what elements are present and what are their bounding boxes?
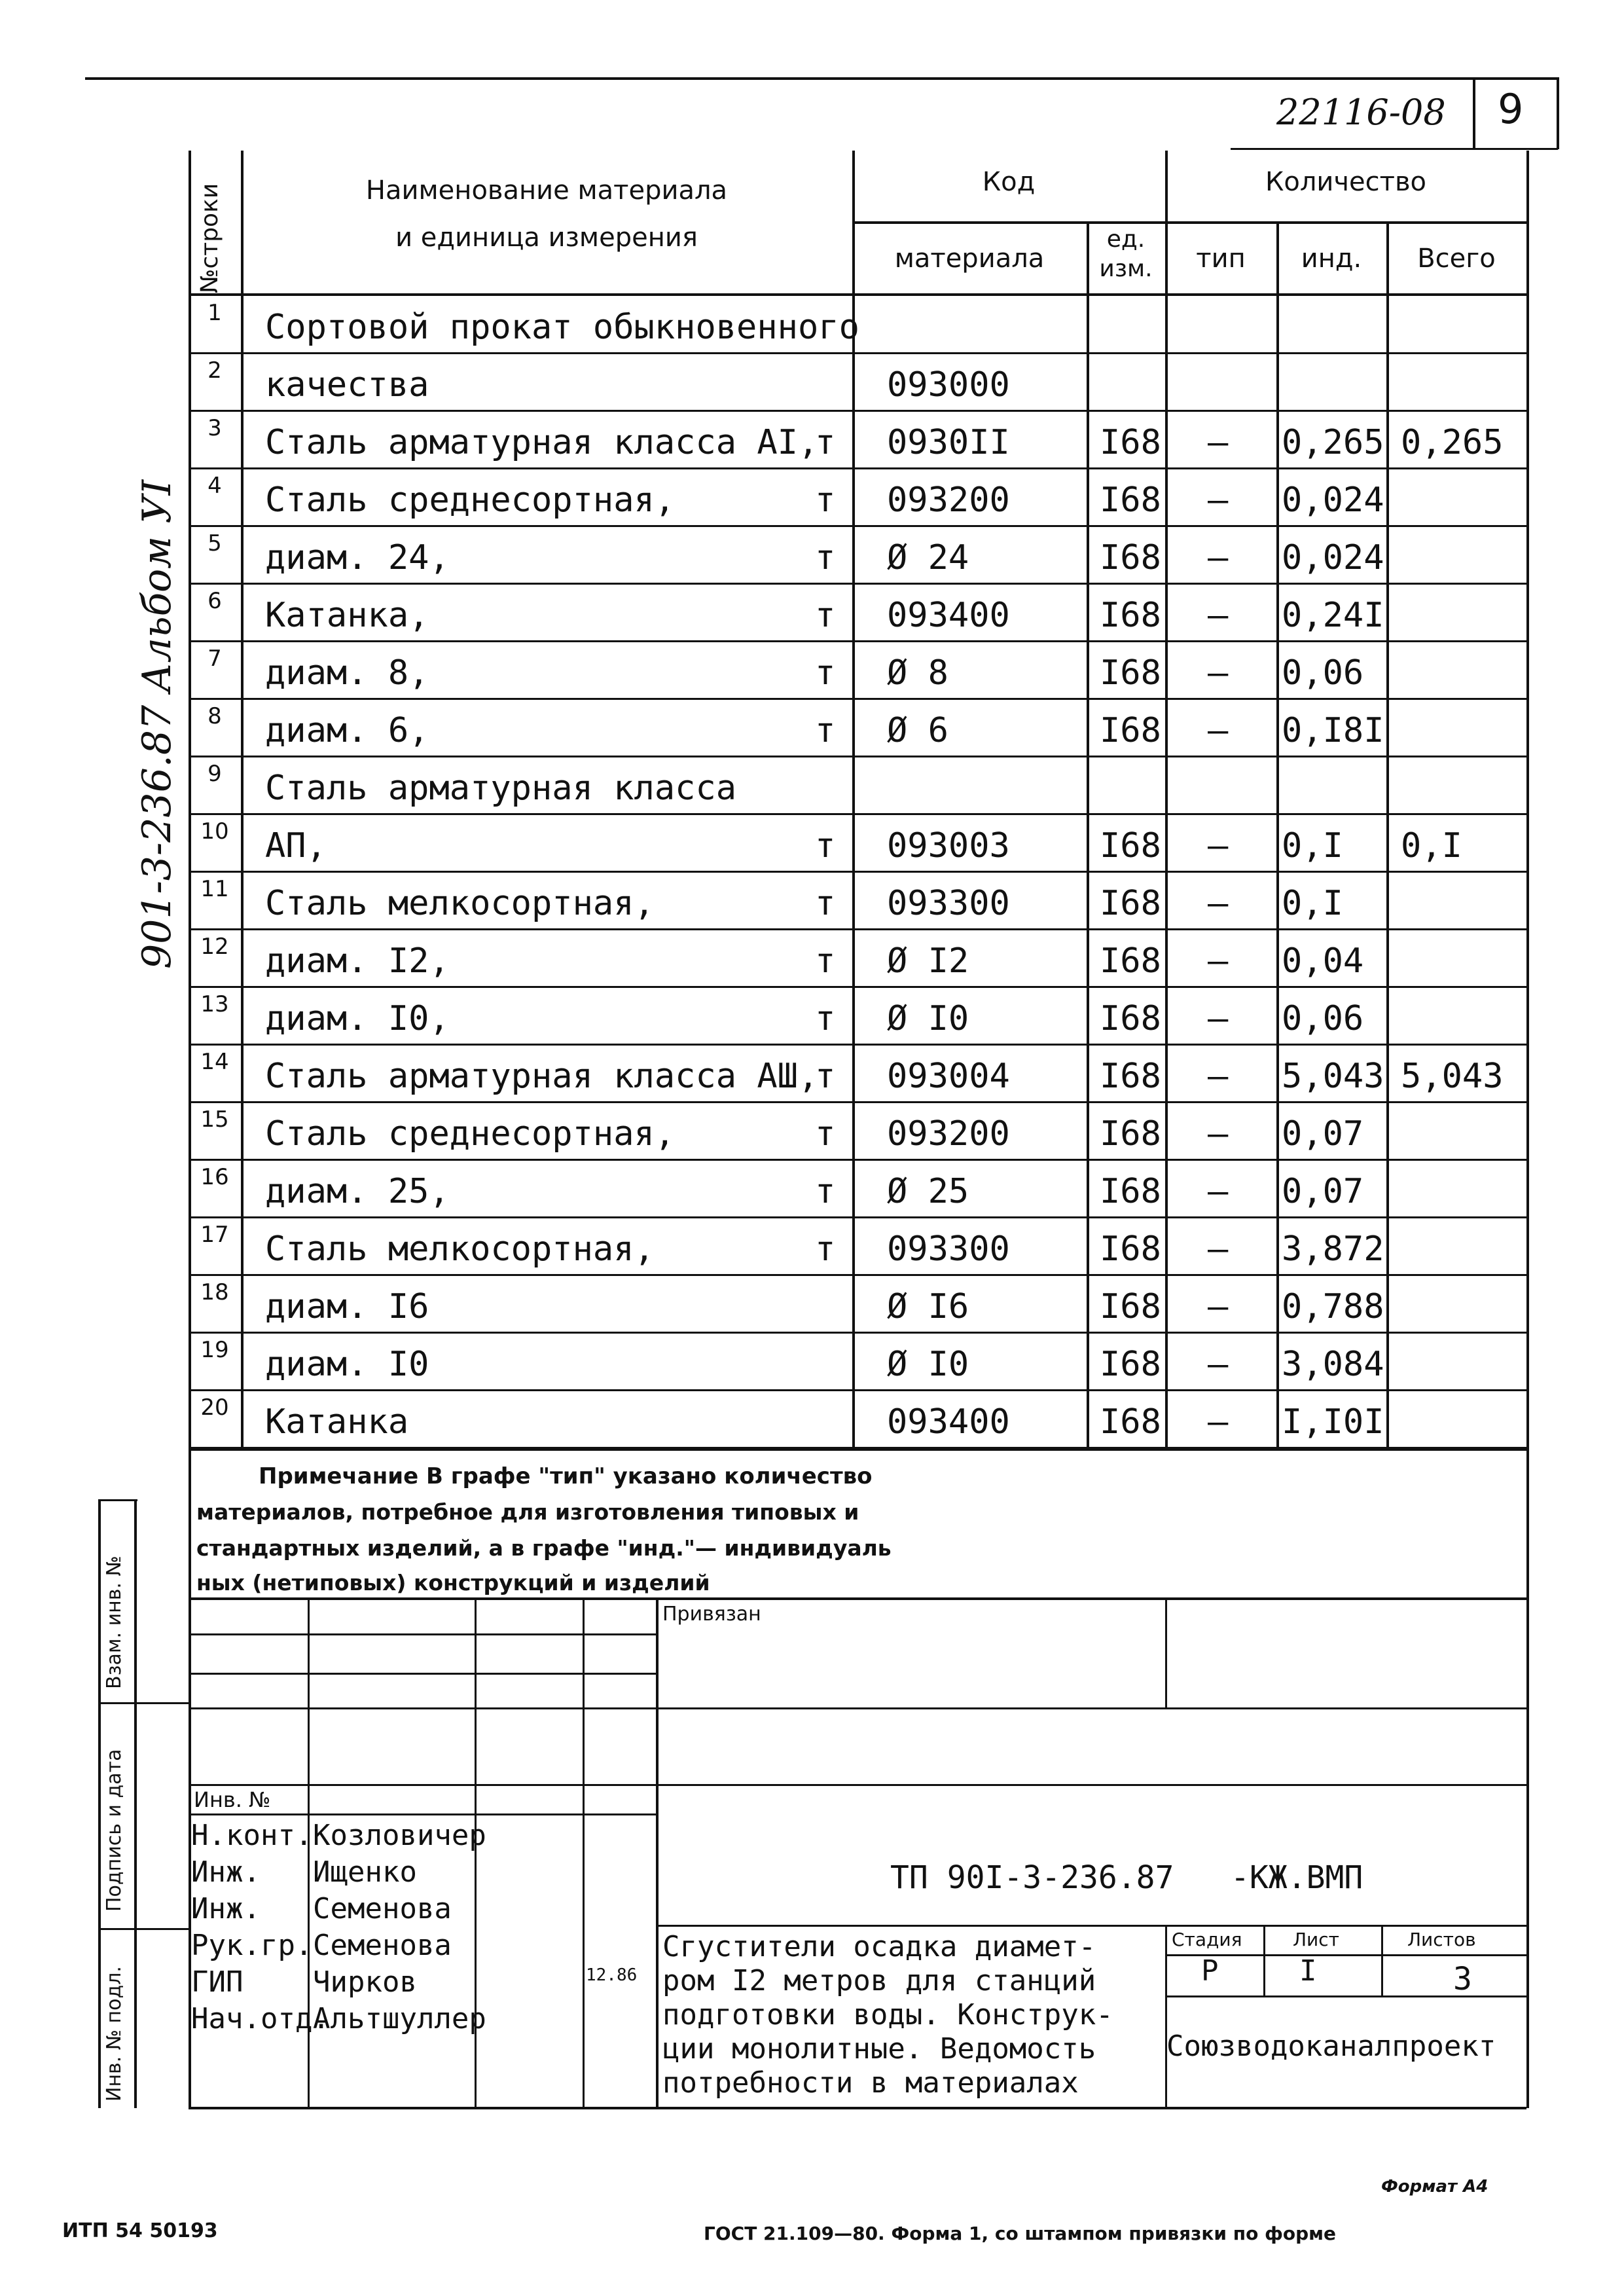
privyazan-label: Привязан xyxy=(662,1603,761,1626)
page-number-divider xyxy=(1473,77,1475,149)
row-type: – xyxy=(1208,1230,1229,1269)
row-uom: I68 xyxy=(1100,826,1161,866)
signer-role: Инж. xyxy=(191,1855,261,1889)
row-separator xyxy=(189,1101,1526,1103)
row-ind: 0,I xyxy=(1282,884,1343,923)
row-type: – xyxy=(1208,999,1229,1038)
stamp-stage-line xyxy=(1165,1954,1526,1956)
row-unit: т xyxy=(815,1057,836,1096)
row-separator xyxy=(189,410,1526,412)
row-ind: 0,06 xyxy=(1282,999,1364,1038)
row-number: 5 xyxy=(208,530,222,556)
stamp-row-b xyxy=(189,1673,656,1675)
signer-role: Н.конт. xyxy=(191,1819,313,1852)
row-uom: I68 xyxy=(1100,711,1161,750)
row-code: Ø I6 xyxy=(887,1287,969,1326)
row-number: 17 xyxy=(200,1222,229,1248)
row-separator xyxy=(189,583,1526,585)
top-right-border xyxy=(1557,77,1559,149)
organization: Союзводоканалпроект xyxy=(1166,2030,1496,2063)
row-code: Ø 8 xyxy=(887,653,948,693)
row-ind: 0,07 xyxy=(1282,1172,1364,1211)
stamp-org-top xyxy=(1165,1995,1526,1997)
table-bottom-line xyxy=(189,1448,1526,1451)
header-unit-1: ед. xyxy=(1106,226,1146,253)
inv-no-label: Инв. № xyxy=(194,1787,271,1812)
stamp-title-top xyxy=(656,1925,1526,1927)
row-code: 093003 xyxy=(887,826,1010,866)
stamp-row-d xyxy=(189,1784,1526,1786)
signer-name: Чирков xyxy=(313,1965,417,1999)
row-name: Сталь мелкосортная, xyxy=(265,884,655,923)
row-unit: т xyxy=(815,1114,836,1154)
row-uom: I68 xyxy=(1100,1057,1161,1096)
stamp-title-line: потребности в материалах xyxy=(662,2066,1079,2100)
row-name: качества xyxy=(265,365,429,405)
row-unit: т xyxy=(815,941,836,981)
row-number: 4 xyxy=(208,473,222,499)
row-code: 093400 xyxy=(887,596,1010,635)
row-total: 0,I xyxy=(1401,826,1462,866)
row-code: 093300 xyxy=(887,1230,1010,1269)
row-name: Катанка, xyxy=(265,596,429,635)
stamp-sheet-col xyxy=(1381,1925,1383,1995)
row-separator xyxy=(189,871,1526,873)
row-type: – xyxy=(1208,596,1229,635)
row-name: Сталь мелкосортная, xyxy=(265,1230,655,1269)
row-code: 0930II xyxy=(887,423,1010,462)
row-separator xyxy=(189,986,1526,988)
stamp-row-a xyxy=(189,1633,656,1635)
row-number: 15 xyxy=(200,1106,229,1133)
stage-label: Стадия xyxy=(1172,1929,1242,1950)
row-number: 14 xyxy=(200,1049,229,1075)
row-uom: I68 xyxy=(1100,423,1161,462)
signer-name: Семенова xyxy=(313,1929,452,1962)
row-number: 13 xyxy=(200,991,229,1017)
page-number: 9 xyxy=(1498,85,1524,133)
row-code: Ø 6 xyxy=(887,711,948,750)
row-unit: т xyxy=(815,1172,836,1211)
stamp-doc-code-suffix: -КЖ.ВМП xyxy=(1231,1859,1363,1896)
row-type: – xyxy=(1208,1114,1229,1154)
row-type: – xyxy=(1208,538,1229,577)
note-line3: стандартных изделий, а в графе "инд."— индивидуаль xyxy=(196,1535,892,1561)
header-total: Всего xyxy=(1417,244,1496,274)
row-uom: I68 xyxy=(1100,1172,1161,1211)
album-side-label: 901-3-236.87 Альбом УI xyxy=(134,479,180,969)
footer-left: ИТП 54 50193 xyxy=(62,2219,218,2242)
row-unit: т xyxy=(815,1230,836,1269)
row-unit: т xyxy=(815,711,836,750)
row-code: 093300 xyxy=(887,884,1010,923)
row-separator xyxy=(189,698,1526,700)
row-name: Катанка xyxy=(265,1402,409,1442)
row-ind: I,I0I xyxy=(1282,1402,1384,1442)
row-uom: I68 xyxy=(1100,1114,1161,1154)
row-separator xyxy=(189,1332,1526,1334)
row-uom: I68 xyxy=(1100,1402,1161,1442)
row-number: 10 xyxy=(200,818,229,845)
header-bottom-line xyxy=(189,293,1526,296)
row-type: – xyxy=(1208,711,1229,750)
row-type: – xyxy=(1208,941,1229,981)
row-name: Сортовой прокат обыкновенного xyxy=(265,308,859,347)
header-quantity: Количество xyxy=(1265,167,1426,197)
row-total: 0,265 xyxy=(1401,423,1504,462)
stamp-bottom xyxy=(189,2107,1526,2109)
row-number: 6 xyxy=(208,588,222,614)
header-rownum: №строки xyxy=(196,183,223,293)
header-name-line2: и единица измерения xyxy=(395,223,698,253)
header-code: Код xyxy=(982,167,1036,197)
row-ind: 0,04 xyxy=(1282,941,1364,981)
header-name-line1: Наименование материала xyxy=(365,175,728,206)
stamp-row-c xyxy=(189,1707,1526,1709)
stamp-side-top xyxy=(98,1499,137,1501)
row-code: Ø I2 xyxy=(887,941,969,981)
row-ind: 0,024 xyxy=(1282,538,1384,577)
sheet-label: Лист xyxy=(1293,1929,1339,1950)
col-unit-line xyxy=(1087,223,1089,1450)
row-uom: I68 xyxy=(1100,941,1161,981)
row-code: Ø 24 xyxy=(887,538,969,577)
row-unit: т xyxy=(815,423,836,462)
row-separator xyxy=(189,928,1526,930)
stamp-row-e xyxy=(189,1813,656,1815)
row-code: 093000 xyxy=(887,365,1010,405)
col-ind-line xyxy=(1276,223,1279,1450)
row-ind: 0,I8I xyxy=(1282,711,1384,750)
col-rownum-line xyxy=(241,151,244,1450)
row-total: 5,043 xyxy=(1401,1057,1504,1096)
col-total-line xyxy=(1386,223,1389,1450)
row-number: 3 xyxy=(208,415,222,441)
row-unit: т xyxy=(815,653,836,693)
sheets-label: Листов xyxy=(1407,1929,1476,1950)
row-name: Сталь среднесортная, xyxy=(265,481,676,520)
stage-value: Р xyxy=(1201,1954,1219,1988)
row-ind: 3,872 xyxy=(1282,1230,1384,1269)
stamp-doc-code: ТП 90I-3-236.87 xyxy=(890,1859,1174,1896)
row-separator xyxy=(189,352,1526,354)
row-name: Сталь арматурная класса АI, xyxy=(265,423,819,462)
row-code: Ø I0 xyxy=(887,999,969,1038)
row-name: диам. 6, xyxy=(265,711,429,750)
stamp-side-vzam: Взам. инв. № xyxy=(103,1556,126,1689)
privyazan-divider xyxy=(1165,1597,1167,1709)
header-unit-2: изм. xyxy=(1099,255,1153,282)
row-unit: т xyxy=(815,884,836,923)
row-number: 8 xyxy=(208,703,222,729)
row-ind: 3,084 xyxy=(1282,1345,1384,1384)
row-number: 18 xyxy=(200,1279,229,1305)
row-type: – xyxy=(1208,1172,1229,1211)
row-ind: 0,024 xyxy=(1282,481,1384,520)
row-uom: I68 xyxy=(1100,1230,1161,1269)
row-unit: т xyxy=(815,999,836,1038)
row-type: – xyxy=(1208,481,1229,520)
row-name: диам. 25, xyxy=(265,1172,450,1211)
note-line1: Примечание В графе "тип" указано количество xyxy=(259,1463,873,1489)
row-type: – xyxy=(1208,1402,1229,1442)
row-type: – xyxy=(1208,653,1229,693)
header-mid-line xyxy=(852,221,1526,224)
row-separator xyxy=(189,1044,1526,1046)
stamp-title-line: подготовки воды. Конструк- xyxy=(662,1998,1113,2032)
row-separator xyxy=(189,1159,1526,1161)
stamp-col4 xyxy=(656,1597,659,2108)
top-border xyxy=(85,77,1558,80)
title-block-bottom xyxy=(1231,148,1558,150)
signer-role: Рук.гр. xyxy=(191,1929,313,1962)
row-code: 093200 xyxy=(887,481,1010,520)
signer-name: Ищенко xyxy=(313,1855,417,1889)
doc-number: 22116-08 xyxy=(1276,92,1446,133)
sheets-value: 3 xyxy=(1453,1961,1472,1997)
stamp-side-podpis: Подпись и дата xyxy=(103,1749,126,1912)
row-ind: 0,24I xyxy=(1282,596,1384,635)
row-code: 093004 xyxy=(887,1057,1010,1096)
row-code: 093200 xyxy=(887,1114,1010,1154)
row-separator xyxy=(189,1274,1526,1276)
row-uom: I68 xyxy=(1100,884,1161,923)
row-name: Сталь арматурная класса АШ, xyxy=(265,1057,819,1096)
row-uom: I68 xyxy=(1100,538,1161,577)
row-name: диам. I0, xyxy=(265,999,450,1038)
row-number: 12 xyxy=(200,934,229,960)
row-separator xyxy=(189,467,1526,469)
row-code: Ø 25 xyxy=(887,1172,969,1211)
row-type: – xyxy=(1208,1057,1229,1096)
row-separator xyxy=(189,813,1526,815)
row-uom: I68 xyxy=(1100,999,1161,1038)
row-separator xyxy=(189,525,1526,527)
row-name: диам. 8, xyxy=(265,653,429,693)
row-unit: т xyxy=(815,538,836,577)
header-code-material: материала xyxy=(894,244,1045,274)
row-number: 9 xyxy=(208,761,222,787)
signer-role: Нач.отд. xyxy=(191,2002,330,2035)
signer-name: Семенова xyxy=(313,1892,452,1925)
row-type: – xyxy=(1208,884,1229,923)
row-name: диам. I2, xyxy=(265,941,450,981)
stamp-top-line xyxy=(189,1597,1526,1600)
row-uom: I68 xyxy=(1100,653,1161,693)
stamp-title-line: ции монолитные. Ведомость xyxy=(662,2032,1096,2066)
row-type: – xyxy=(1208,1287,1229,1326)
footer-right: ГОСТ 21.109—80. Форма 1, со штампом привязки по форме xyxy=(704,2223,1337,2244)
row-separator xyxy=(189,640,1526,642)
signer-name: Альтшуллер xyxy=(313,2002,486,2035)
row-code: Ø I0 xyxy=(887,1345,969,1384)
row-code: 093400 xyxy=(887,1402,1010,1442)
row-unit: т xyxy=(815,481,836,520)
row-name: диам. 24, xyxy=(265,538,450,577)
row-name: Сталь арматурная класса xyxy=(265,769,737,808)
header-type: тип xyxy=(1196,244,1246,274)
signer-name: Козловичер xyxy=(313,1819,486,1852)
row-ind: 0,I xyxy=(1282,826,1343,866)
row-uom: I68 xyxy=(1100,1287,1161,1326)
signer-role: Инж. xyxy=(191,1892,261,1925)
row-name: АП, xyxy=(265,826,327,866)
row-name: диам. I6 xyxy=(265,1287,429,1326)
row-type: – xyxy=(1208,826,1229,866)
sheet-value: I xyxy=(1299,1954,1317,1988)
signer-date: 12.86 xyxy=(586,1965,638,1985)
row-number: 1 xyxy=(208,300,222,326)
header-ind: инд. xyxy=(1301,244,1362,274)
row-ind: 0,265 xyxy=(1282,423,1384,462)
stamp-side-inv: Инв. № подл. xyxy=(103,1966,126,2102)
row-ind: 5,043 xyxy=(1282,1057,1384,1096)
row-number: 7 xyxy=(208,646,222,672)
row-number: 11 xyxy=(200,876,229,902)
col-type-line xyxy=(1165,151,1168,1450)
row-type: – xyxy=(1208,1345,1229,1384)
stamp-stage-col xyxy=(1263,1925,1265,1995)
row-separator xyxy=(189,1389,1526,1391)
stamp-side-div1 xyxy=(98,1702,190,1704)
stamp-side-left xyxy=(98,1499,101,2108)
signer-role: ГИП xyxy=(191,1965,244,1999)
row-number: 16 xyxy=(200,1164,229,1190)
row-number: 19 xyxy=(200,1337,229,1363)
stamp-side-inner xyxy=(134,1499,137,2108)
row-unit: т xyxy=(815,596,836,635)
stamp-title-line: Сгустители осадка диамет- xyxy=(662,1930,1096,1963)
row-separator xyxy=(189,756,1526,757)
row-type: – xyxy=(1208,423,1229,462)
table-right-border xyxy=(1526,151,1529,2108)
row-ind: 0,07 xyxy=(1282,1114,1364,1154)
row-uom: I68 xyxy=(1100,481,1161,520)
note-line4: ных (нетиповых) конструкций и изделий xyxy=(196,1570,710,1595)
row-name: Сталь среднесортная, xyxy=(265,1114,676,1154)
stamp-side-div2 xyxy=(98,1928,190,1930)
row-uom: I68 xyxy=(1100,596,1161,635)
row-unit: т xyxy=(815,826,836,866)
stamp-title-right xyxy=(1165,1925,1167,2108)
row-number: 2 xyxy=(208,357,222,384)
row-uom: I68 xyxy=(1100,1345,1161,1384)
row-ind: 0,06 xyxy=(1282,653,1364,693)
stamp-title-line: ром I2 метров для станций xyxy=(662,1964,1096,1997)
row-number: 20 xyxy=(200,1394,229,1421)
row-ind: 0,788 xyxy=(1282,1287,1384,1326)
footer-format: Формат А4 xyxy=(1381,2177,1489,2196)
row-separator xyxy=(189,1216,1526,1218)
note-line2: материалов, потребное для изготовления типовых и xyxy=(196,1499,859,1525)
row-name: диам. I0 xyxy=(265,1345,429,1384)
